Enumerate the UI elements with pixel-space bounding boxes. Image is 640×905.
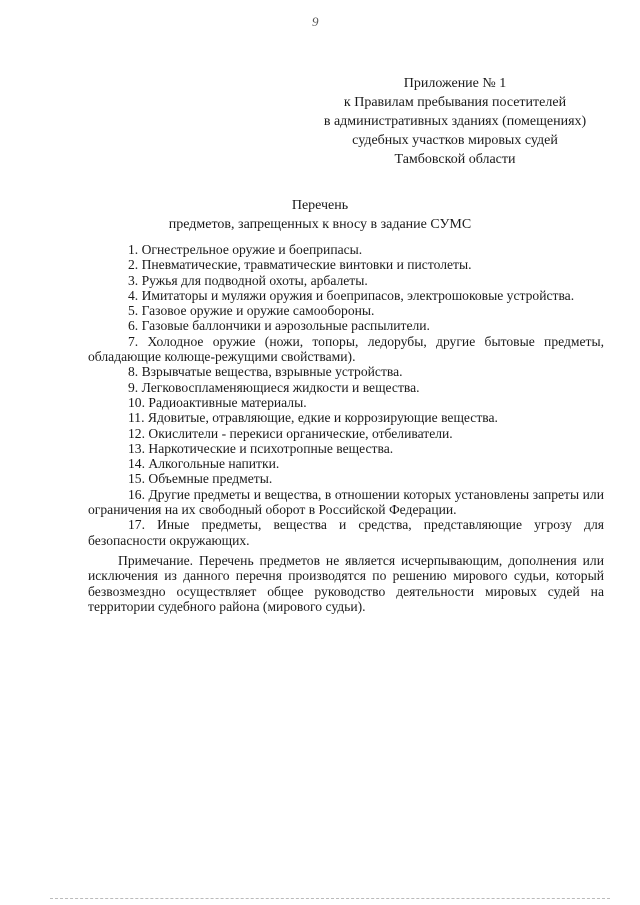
list-item: 14. Алкогольные напитки. [128,456,280,472]
appendix-line: судебных участков мировых судей [352,133,558,148]
list-item: 12. Окислители - перекиси органические, отбеливатели. [128,425,453,441]
appendix-line: в административных зданиях (помещениях) [323,114,587,129]
list-item: 7. Холодное оружие (ножи, топоры, ледорубы, другие бытовые предметы, обладающие колюще-режущими свойствами). [88,333,604,365]
list-item: 16. Другие предметы и вещества, в отношении которых установлены запреты или ограничения на их свободный оборот в Российской Федерации. [88,486,604,518]
list-item: 1. Огнестрельное оружие и боеприпасы. [128,242,363,257]
appendix-header [300,74,610,169]
list-item: 15. Объемные предметы. [128,471,273,487]
footer-divider [50,898,610,899]
appendix-title: Приложение № 1 [403,76,507,91]
list-item: 2. Пневматические, травматические винтовки и пистолеты. [128,257,472,273]
list-item: 9. Легковоспламеняющиеся жидкости и вещества. [128,379,420,395]
list-item: 17. Иные предметы, вещества и средства, представляющие угрозу для безопасности окружающих. [88,517,604,548]
list-item: 11. Ядовитые, отравляющие, едкие и коррозирующие вещества. [128,410,498,426]
page-number: 9 [312,14,319,29]
prohibited-items-list [88,242,604,614]
appendix-line: Тамбовской области [394,152,516,167]
note-paragraph: Примечание. Перечень предметов не является исчерпывающим, дополнения или исключения из данного перечня производятся по решению мирового судьи, который безвозмездно осуществляет общее руководство деятельности мировых судей на территории судебного района (мирового судьи). [88,552,604,614]
list-item: 6. Газовые баллончики и аэрозольные распылители. [128,318,430,334]
list-item: 3. Ружья для подводной охоты, арбалеты. [128,272,368,288]
list-item: 5. Газовое оружие и оружие самообороны. [128,303,375,319]
title-heading: Перечень [291,198,349,213]
title-subheading: предметов, запрещенных к вносу в задание СУМС [168,217,472,232]
list-item: 8. Взрывчатые вещества, взрывные устройства. [128,364,403,380]
appendix-line: к Правилам пребывания посетителей [343,95,567,110]
list-item: 13. Наркотические и психотропные вещества. [128,440,394,456]
list-item: 10. Радиоактивные материалы. [128,394,307,410]
list-item: 4. Имитаторы и муляжи оружия и боеприпасов, электрошоковые устройства. [128,287,575,303]
document-title [120,196,520,234]
